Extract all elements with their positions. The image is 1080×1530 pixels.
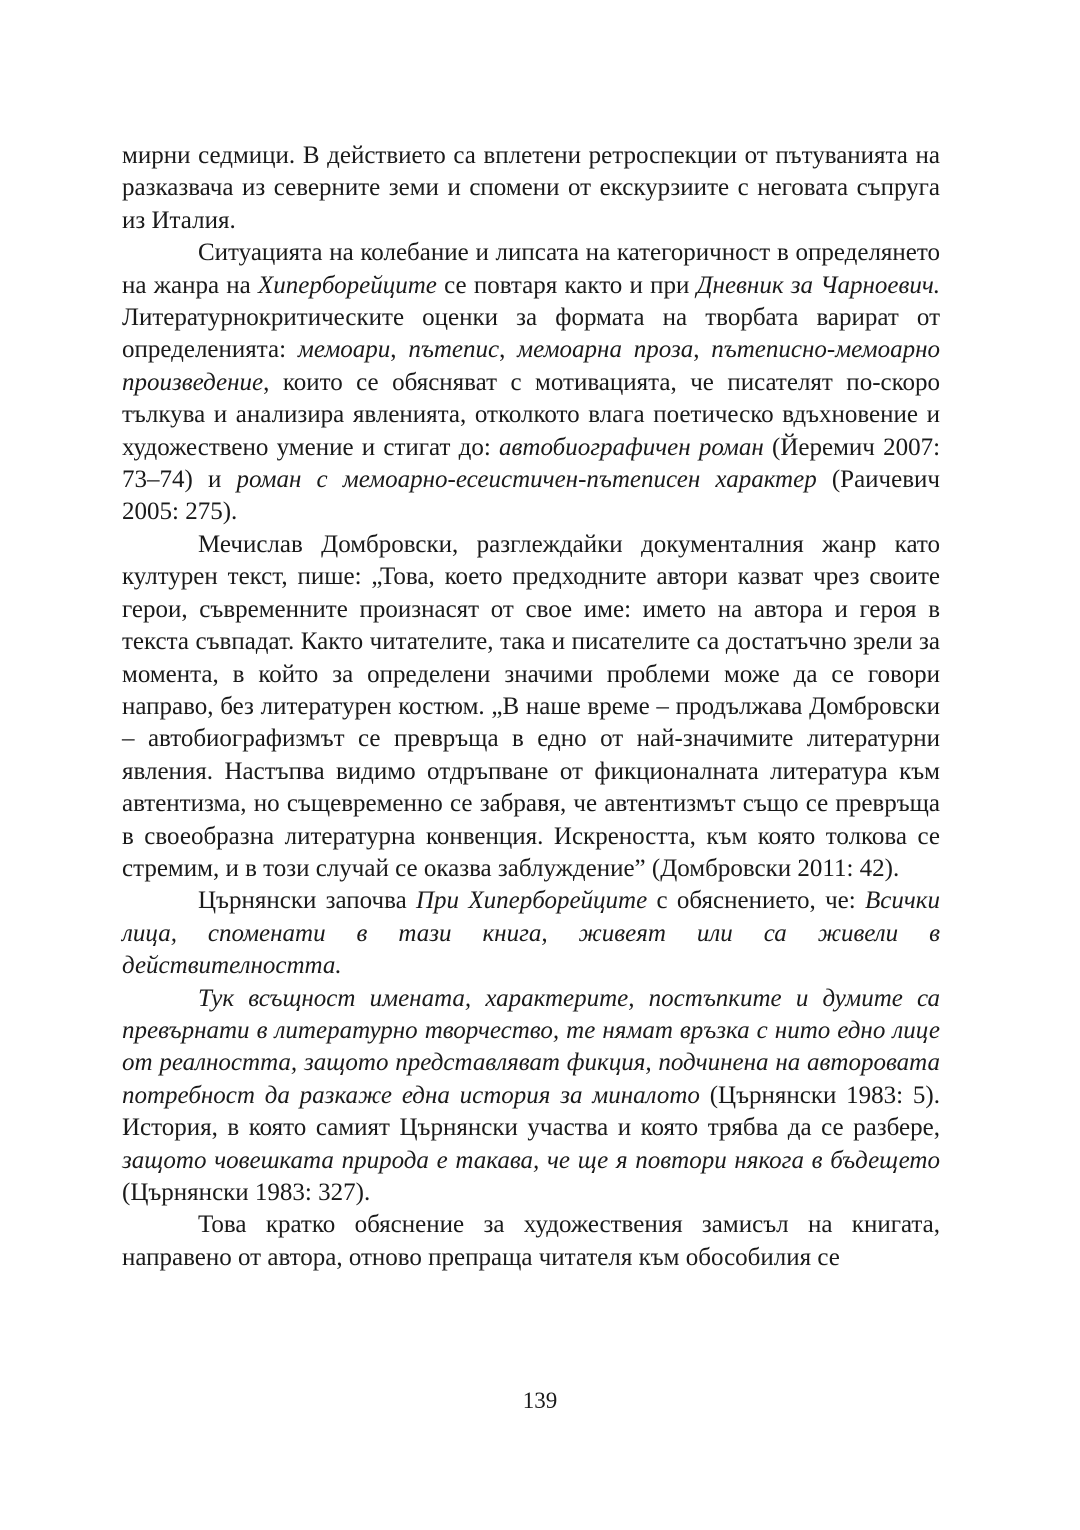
text-segment: (Църнянски 1983: 5). История, в която самият Църнянски участва и която трябва да се разбере, [122, 1081, 940, 1142]
page-body [122, 140, 940, 1274]
text-segment: , [499, 336, 518, 364]
citation: (Църнянски 1983: 327). [122, 1179, 371, 1206]
italic-term: мемоарна проза [517, 336, 694, 364]
page-number: 139 [522, 1388, 558, 1413]
paragraph-6 [122, 1209, 940, 1274]
text-segment: Ситуацията на колебание и липсата на категоричност в определянето на жанра на [122, 239, 940, 299]
text-segment: , [390, 336, 409, 364]
text-segment: се повтаря както и при [436, 271, 697, 299]
text-segment: , [693, 336, 712, 364]
italic-quotation: защото човешката природа е такава, че ще я повтори някога в бъдещето [122, 1146, 940, 1174]
italic-quotation: Тук всъщност имената, характерите, постъпките и думите са превърнати в литературно творчество, те нямат връзка с нито едно лице от реалността, защото представляват фикция, подчинена на авторовата потребност да разкаже една история за миналото [122, 984, 940, 1109]
paragraph-2 [122, 237, 940, 529]
italic-title: Хиперборейците [258, 271, 437, 299]
italic-term: пътепис [408, 336, 500, 364]
text-segment: с обяснението, че: [647, 887, 865, 915]
paragraph-1 [122, 140, 940, 237]
text-segment: Това кратко обяснение за художествения замисъл на книгата, направено от автора, отново препраща читателя към обособилия се [122, 1211, 940, 1271]
italic-term: пътеписно-мемоарно произведение [122, 336, 941, 396]
italic-quotation: Всички лица, споменати в тази книга, живеят или са живели в действителността. [122, 887, 940, 980]
paragraph-1-text: мирни седмици. В действието са вплетени ретроспекции от пътуванията на разказвача из северните земи и спомени от екскурзиите с неговата съпруга из Италия. [122, 142, 940, 234]
text-segment: Църнянски започва [198, 887, 416, 915]
italic-term: роман с мемоарно-есеистичен-пътеписен характер [236, 466, 817, 494]
paragraph-3 [122, 529, 940, 885]
italic-term: мемоари [297, 336, 391, 364]
citation: (Раичевич 2005: 275). [122, 466, 940, 526]
paragraph-5 [122, 983, 940, 1210]
paragraph-4 [122, 885, 940, 982]
text-segment: , които се обясняват с мотивацията, че писателят по-скоро тълкува и анализира явленията, отколкото влага поетическо вдъхновение и художествено умение и стигат до: [122, 368, 940, 461]
text-segment: Литературнокритическите оценки за формата на творбата варират от определенията: [122, 304, 940, 364]
quotation-text: Мечислав Домбровски, разглеждайки документалния жанр като културен текст, пише: „Това, което предходните автори казват чрез своите герои, съвременните произнасят от свое име: името на автора и героя в текста съвпадат. Както читателите, така и писателите са достатъчно зрели за момента, в който за определени значими проблеми може да се говори направо, без литературен костюм. „В наше време – продължава Домбровски – автобиографизмът се превръща в едно от най-значимите литературни явления. Настъпва видимо отдръпване от фикционалната литература към автентизма, но същевременно се забравя, че автентизмът също се превръща в своеобразна литературна конвенция. Искреността, към която толкова се стремим, и в този случай се оказва заблуждение” (Домбровски 2011: 42). [122, 530, 940, 882]
italic-title: Дневник за Чарноевич. [696, 271, 941, 299]
italic-term: автобиографичен роман [499, 433, 764, 461]
citation: (Йеремич 2007: 73–74) и [122, 433, 941, 494]
italic-title: При Хиперборейците [415, 887, 648, 915]
